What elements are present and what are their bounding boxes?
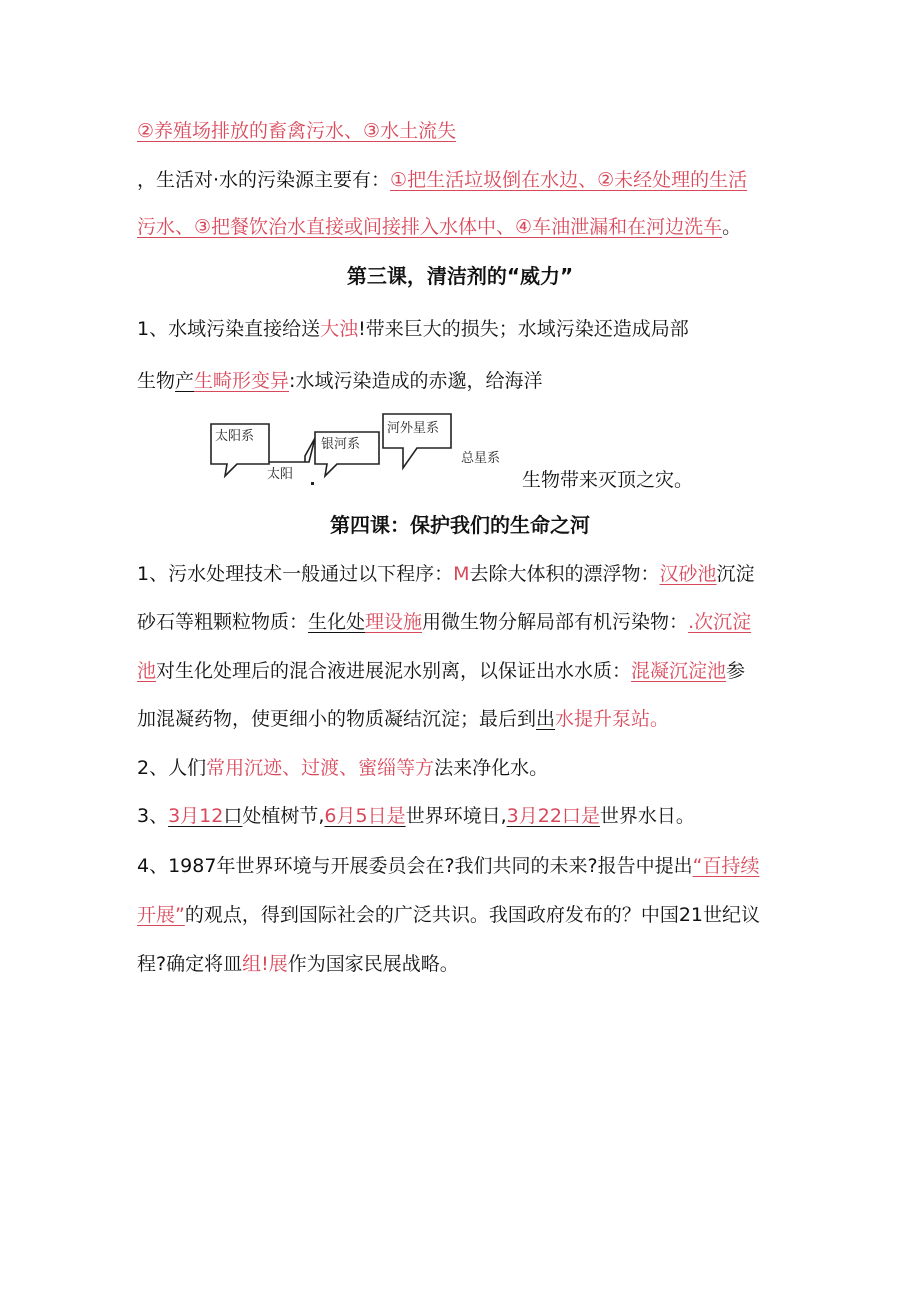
lesson4-title: 第四课：保护我们的生命之河	[330, 513, 590, 537]
life-pollution-intro: ，生活对·水的污染源主要有：	[137, 169, 391, 191]
s4-a: 加混凝药物，使更细小的物质凝结沉淀；最后到	[137, 708, 537, 730]
life-pollution-list-2: 污水、③把餐饮治水直接或间接排入水体中、④车油泄漏和在河边洗车	[137, 216, 723, 238]
lesson4-item-4-line-2	[137, 902, 760, 928]
s5-b: 法来净化水。	[434, 757, 549, 779]
text-line-1	[137, 118, 456, 144]
lesson3-p1-red: 大浊	[320, 318, 359, 340]
s4-c: 。	[650, 708, 670, 730]
label-extragalactic: 河外星系	[387, 421, 440, 436]
lesson3-paragraph-2	[137, 368, 542, 394]
s6-a: 3、	[137, 805, 169, 827]
lesson3-p2-text-a: 生物	[137, 370, 176, 392]
star-system-diagram	[207, 412, 517, 492]
s3-b: 参	[726, 660, 746, 682]
lesson3-p1-text-b: !带来巨大的损失；水域污染还造成局部	[358, 318, 689, 340]
s3-a: 对生化处理后的混合液进展泥水别离，以保证出水水质：	[156, 660, 632, 682]
lesson4-sentence-2	[137, 609, 751, 635]
label-sun: 太阳	[267, 467, 294, 482]
lesson4-sentence-4	[137, 706, 669, 732]
s2-red: 理设施	[365, 611, 423, 633]
s3-red: 池	[137, 660, 157, 682]
s8-a: 的观点，得到国际社会的广泛共识。我国政府发布的？中国21世纪议	[184, 904, 761, 926]
s1-red: 汉砂池	[659, 563, 717, 585]
s1-m: M	[453, 563, 470, 585]
label-milky-way: 银河系	[321, 437, 361, 452]
s6-d: 世界水日。	[599, 805, 695, 827]
lesson4-item-2	[137, 755, 548, 781]
lesson3-title: 第三课，清洁剂的“威力”	[346, 264, 574, 288]
diagram-dot	[311, 482, 314, 485]
box-solar-system	[211, 424, 269, 476]
s2-b: 生化处	[308, 611, 366, 633]
box-milky-way	[315, 432, 379, 476]
line-end-period: 。	[722, 216, 742, 238]
box-extragalactic	[383, 414, 451, 468]
s4-red: 水提升泵站	[555, 708, 651, 730]
life-pollution-list-1: ①把生活垃圾倒在水边、②未经处理的生活	[390, 169, 748, 191]
s6-r3: 3月22口是	[506, 805, 600, 827]
lesson3-paragraph-1	[137, 316, 689, 342]
lesson3-p2-text-b: 产	[175, 370, 195, 392]
pollution-sources-farm: ②养殖场排放的畜禽污水、③水土流失	[137, 120, 457, 142]
lesson3-paragraph-3: 生物带来灭顶之灾。	[522, 469, 694, 491]
s6-r2: 6月5日是	[324, 805, 406, 827]
s6-c: 世界环境日,	[405, 805, 507, 827]
box-sun	[267, 438, 315, 482]
lesson3-p2-red: 生畸形变异	[194, 370, 290, 392]
s5-red: 常用沉迹、过渡、蜜缁等方	[206, 757, 435, 779]
s6-b: 处植树节,	[242, 805, 325, 827]
s2-c: 用微生物分解局部有机污染物：	[422, 611, 689, 633]
s7-red: “百持续	[692, 855, 760, 877]
s9-a: 程?确定将皿	[137, 953, 243, 975]
s9-b: 作为国家民展战略。	[287, 953, 459, 975]
lesson4-item-4-line-3	[137, 951, 459, 977]
lesson4-item-3	[137, 803, 695, 829]
s8-red: 开展”	[137, 904, 185, 926]
s6-r1: 3月12	[168, 805, 224, 827]
s1-c: 沉淀	[716, 563, 755, 585]
lesson3-p1-text-a: 1、水域污染直接给送	[137, 318, 321, 340]
lesson3-p2-text-c: :水域污染造成的赤邈，给海洋	[289, 370, 543, 392]
s2-a: 砂石等粗颗粒物质：	[137, 611, 309, 633]
s7-a: 4、1987年世界环境与开展委员会在?我们共同的未来?报告中提出	[137, 855, 693, 877]
text-line-3	[137, 214, 741, 240]
s6-k1: 口	[223, 805, 243, 827]
s4-b: 出	[536, 708, 556, 730]
lesson4-item-4-line-1	[137, 853, 759, 879]
s3-red2: 混凝沉淀池	[631, 660, 727, 682]
s1-a: 1、污水处理技术一般通过以下程序：	[137, 563, 454, 585]
lesson4-sentence-1	[137, 561, 755, 587]
label-solar-system: 太阳系	[215, 429, 255, 444]
s2-red2: .次沉淀	[688, 611, 752, 633]
s5-a: 2、人们	[137, 757, 207, 779]
lesson4-sentence-3	[137, 658, 745, 684]
s1-b: 去除大体积的漂浮物：	[469, 563, 660, 585]
s9-red: 组!展	[242, 953, 288, 975]
label-universe: 总星系	[461, 451, 501, 466]
text-line-2	[137, 167, 747, 193]
